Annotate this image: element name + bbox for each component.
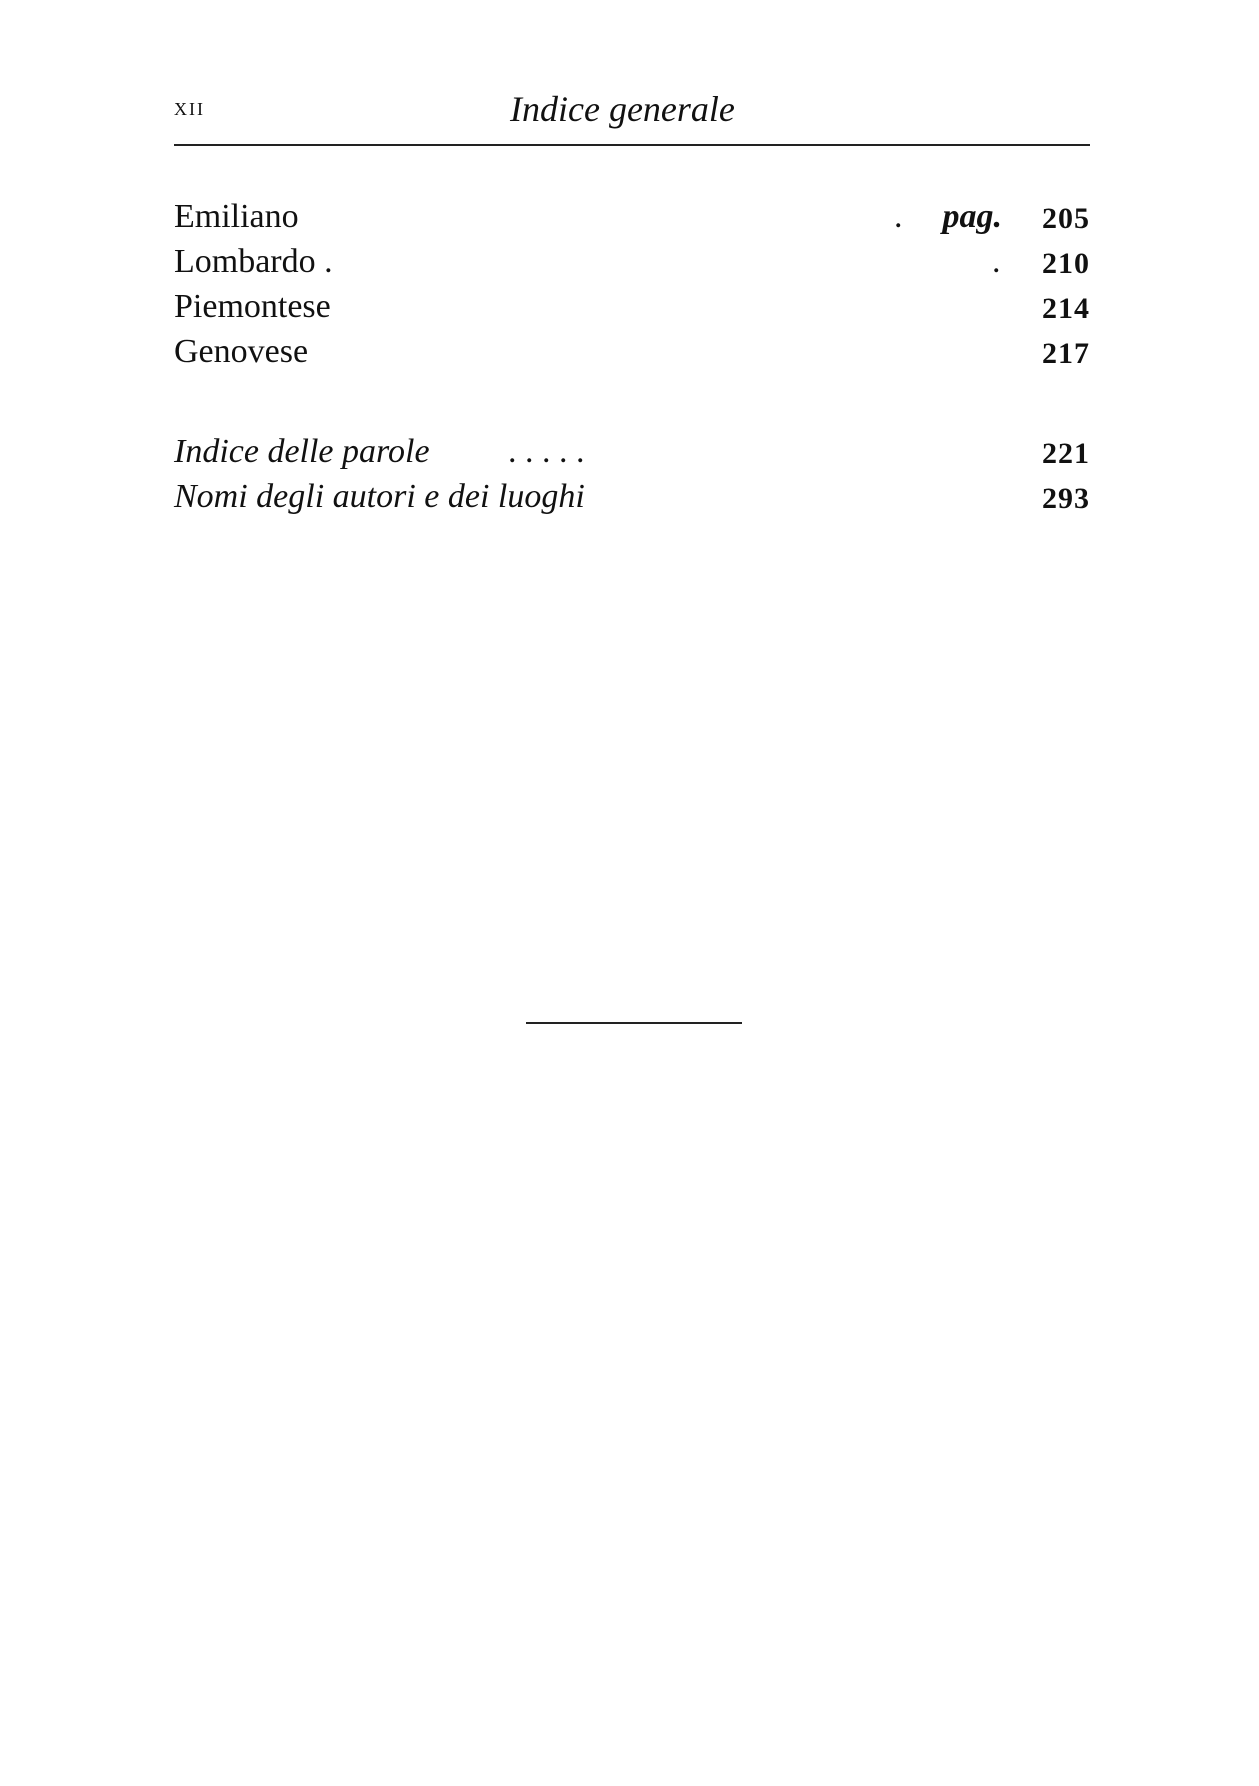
toc-entry-lombardo [174, 243, 1090, 287]
toc-entry-label: Nomi degli autori e dei luoghi [174, 478, 585, 515]
running-title: Indice generale [510, 89, 735, 129]
toc-entry-genovese [174, 333, 1090, 377]
closing-rule [526, 1022, 742, 1024]
toc-entry-page: 205 [1042, 202, 1090, 235]
toc-entry-leader: . [992, 243, 1001, 280]
toc-entry-leader: . [894, 198, 903, 235]
toc-entry-label: Indice delle parole [174, 433, 430, 470]
toc-entry-leader: . . . . . [508, 433, 585, 470]
toc-entry-label: Emiliano [174, 198, 299, 235]
toc-entry-page: 214 [1042, 292, 1090, 325]
toc-entry-piemontese [174, 288, 1090, 332]
toc-entry-label: Lombardo . [174, 243, 333, 280]
toc-entry-label: Genovese [174, 333, 309, 370]
toc-entry-page: 293 [1042, 482, 1090, 515]
toc-entry-emiliano [174, 198, 1090, 242]
toc-entry-page: 217 [1042, 337, 1090, 370]
header-rule [174, 144, 1090, 146]
toc-entry-indice-delle-parole [174, 433, 1090, 477]
toc-entry-page: 210 [1042, 247, 1090, 280]
toc-entry-nomi-degli-autori [174, 478, 1090, 522]
toc-entry-label: Piemontese [174, 288, 331, 325]
page-number: xii [174, 92, 205, 121]
toc-entry-page: 221 [1042, 437, 1090, 470]
toc-pag-label: pag. [942, 198, 1002, 235]
